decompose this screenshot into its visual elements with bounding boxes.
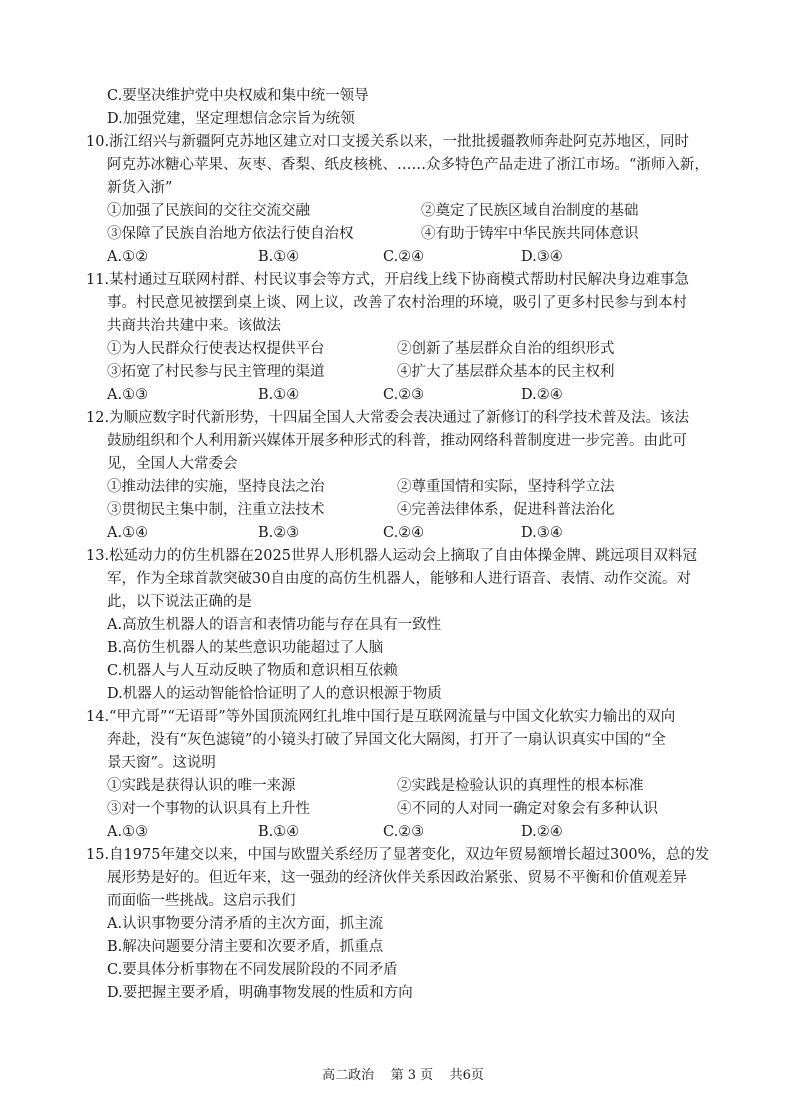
q10-choice-a: A.①② (107, 249, 149, 265)
q10-statement-3: ③保障了民族自治地方依法行使自治权 (107, 226, 354, 242)
q11-statement-2: ②创新了基层群众自治的组织形式 (397, 341, 615, 357)
q15-option-a: A.认识事物要分清矛盾的主次方面，抓主流 (107, 916, 384, 932)
q9-option-d: D.加强党建，坚定理想信念宗旨为统领 (107, 111, 355, 127)
q15-stem-line-1: 15.自1975年建交以来，中国与欧盟关系经历了显著变化，双边年贸易额增长超过300%，总的发 (86, 847, 710, 863)
q14-statement-2: ②实践是检验认识的真理性的根本标准 (397, 778, 644, 794)
q13-stem-line-3: 此，以下说法正确的是 (107, 594, 252, 610)
q12-statement-4: ④完善法律体系，促进科普法治化 (397, 502, 615, 518)
q14-statement-3: ③对一个事物的认识具有上升性 (107, 801, 310, 817)
q10-statement-4: ④有助于铸牢中华民族共同体意识 (421, 226, 639, 242)
q12-statement-1: ①推动法律的实施，坚持良法之治 (107, 479, 325, 495)
page-footer: 高二政治 第 3 页 共6页 (322, 1068, 484, 1083)
q11-choice-a: A.①③ (107, 387, 149, 403)
q14-stem-line-3: 景天窗”。这说明 (107, 755, 216, 771)
q15-option-d: D.要把握主要矛盾，明确事物发展的性质和方向 (107, 985, 413, 1001)
q10-choice-d: D.③④ (521, 249, 563, 265)
q11-statement-4: ④扩大了基层群众基本的民主权利 (397, 364, 615, 380)
q13-stem-line-1: 13.松延动力的仿生机器在2025世界人形机器人运动会上摘取了自由体操金牌、跳远项目双料冠 (86, 548, 697, 564)
q15-stem-line-3: 而面临一些挑战。这启示我们 (107, 893, 296, 909)
q10-statement-1: ①加强了民族间的交往交流交融 (107, 203, 310, 219)
q12-choice-c: C.②④ (383, 525, 425, 541)
q10-stem-line-3: 新货入浙” (107, 180, 173, 196)
q12-stem-line-3: 见，全国人大常委会 (107, 456, 238, 472)
q12-stem-line-1: 12.为顺应数字时代新形势，十四届全国人大常委会表决通过了新修订的科学技术普及法。该法 (86, 410, 690, 426)
q14-choice-a: A.①③ (107, 824, 149, 840)
q13-option-c: C.机器人与人互动反映了物质和意识相互依赖 (107, 663, 398, 679)
q11-choice-c: C.②③ (383, 387, 425, 403)
q12-stem-line-2: 鼓励组织和个人利用新兴媒体开展多种形式的科普，推动网络科普制度进一步完善。由此可 (107, 433, 687, 449)
q14-choice-b: B.①④ (258, 824, 300, 840)
q11-choice-d: D.②④ (521, 387, 563, 403)
q10-stem-line-2: 阿克苏冰糖心苹果、灰枣、香梨、纸皮核桃、……众多特色产品走进了浙江市场。“浙师入新， (107, 157, 709, 173)
q14-statement-4: ④不同的人对同一确定对象会有多种认识 (397, 801, 658, 817)
q12-statement-2: ②尊重国情和实际，坚持科学立法 (397, 479, 615, 495)
q12-choice-b: B.②③ (258, 525, 300, 541)
q13-option-d: D.机器人的运动智能恰恰证明了人的意识根源于物质 (107, 686, 442, 702)
q11-stem-line-2: 事。村民意见被摆到桌上谈、网上议，改善了农村治理的环境，吸引了更多村民参与到本村 (107, 295, 687, 311)
q11-stem-line-1: 11.某村通过互联网村群、村民议事会等方式，开启线上线下协商模式帮助村民解决身边难事急 (86, 272, 690, 288)
q12-statement-3: ③贯彻民主集中制，注重立法技术 (107, 502, 325, 518)
q14-choice-c: C.②③ (383, 824, 425, 840)
q12-choice-d: D.③④ (521, 525, 563, 541)
q10-choice-b: B.①④ (258, 249, 300, 265)
q11-choice-b: B.①④ (258, 387, 300, 403)
q10-choice-c: C.②④ (383, 249, 425, 265)
q15-stem-line-2: 展形势是好的。但近年来，这一强劲的经济伙伴关系因政治紧张、贸易不平衡和价值观差异 (107, 870, 687, 886)
q13-stem-line-2: 军，作为全球首款突破30自由度的高仿生机器人，能够和人进行语音、表情、动作交流。对 (107, 571, 691, 587)
q15-option-c: C.要具体分析事物在不同发展阶段的不同矛盾 (107, 962, 398, 978)
q11-statement-3: ③拓宽了村民参与民主管理的渠道 (107, 364, 325, 380)
q11-stem-line-3: 共商共治共建中来。该做法 (107, 318, 281, 334)
q10-stem-line-1: 10.浙江绍兴与新疆阿克苏地区建立对口支援关系以来，一批批援疆教师奔赴阿克苏地区，同时 (86, 134, 690, 150)
q13-option-b: B.高仿生机器人的某些意识功能超过了人脑 (107, 640, 384, 656)
q14-statement-1: ①实践是获得认识的唯一来源 (107, 778, 296, 794)
q9-option-c: C.要坚决维护党中央权威和集中统一领导 (107, 88, 369, 104)
q13-option-a: A.高放生机器人的语言和表情功能与存在具有一致性 (107, 617, 442, 633)
q10-statement-2: ②奠定了民族区域自治制度的基础 (421, 203, 639, 219)
q14-stem-line-2: 奔赴，没有“灰色滤镜”的小镜头打破了异国文化大隔阂，打开了一扇认识真实中国的“全 (107, 732, 666, 748)
q14-choice-d: D.②④ (521, 824, 563, 840)
q12-choice-a: A.①④ (107, 525, 149, 541)
q15-option-b: B.解决问题要分清主要和次要矛盾，抓重点 (107, 939, 384, 955)
q14-stem-line-1: 14.“甲亢哥”“无语哥”等外国顶流网红扎堆中国行是互联网流量与中国文化软实力输出的双向 (86, 709, 676, 725)
q11-statement-1: ①为人民群众行使表达权提供平台 (107, 341, 325, 357)
